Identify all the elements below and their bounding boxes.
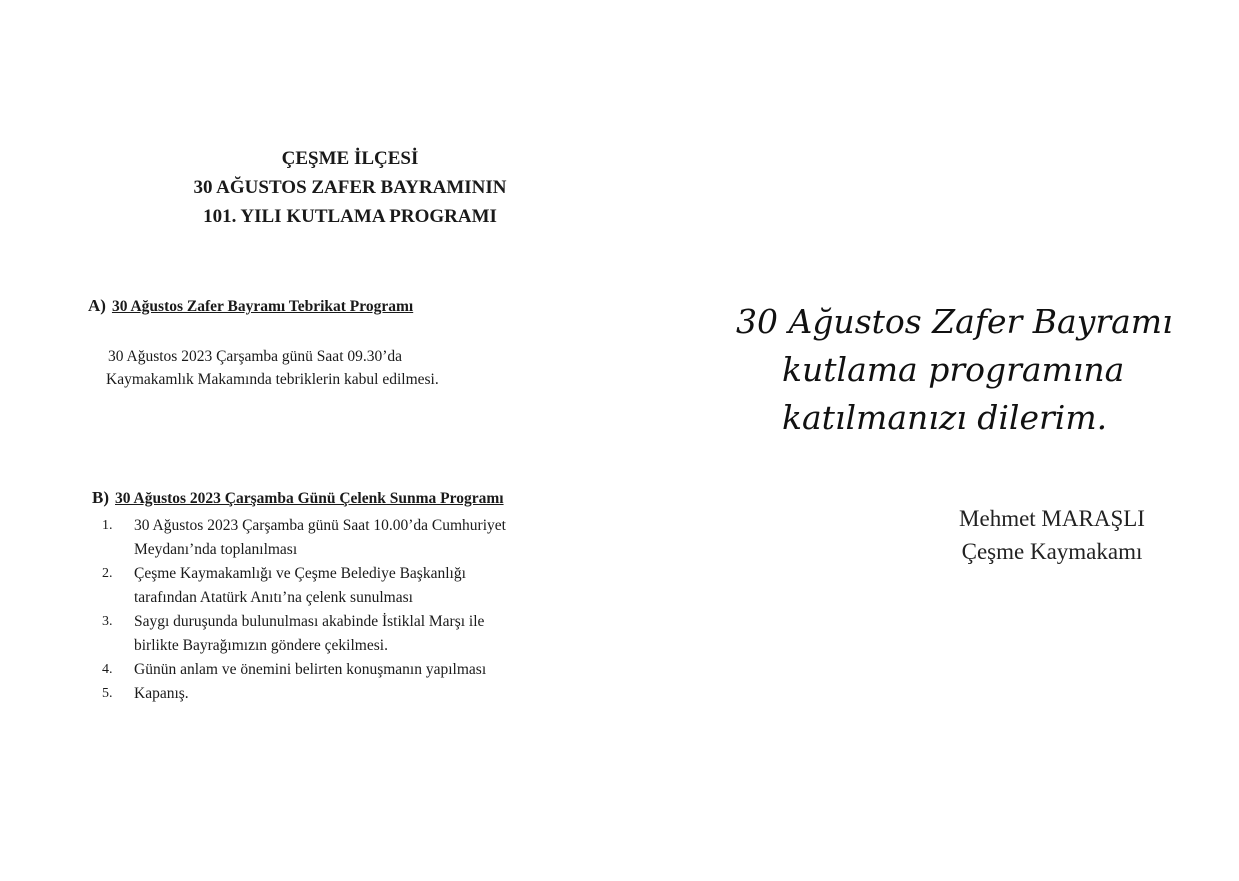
greeting-line-3: katılmanızı dilerim. xyxy=(782,398,1108,437)
section-b-heading xyxy=(92,488,504,508)
title-line-2: 30 AĞUSTOS ZAFER BAYRAMININ xyxy=(193,177,507,198)
list-item-line: tarafından Atatürk Anıtı’na çelenk sunulması xyxy=(134,589,413,606)
list-item-line: Kapanış. xyxy=(134,685,189,702)
greeting-line-2: kutlama programına xyxy=(782,350,1125,389)
list-item xyxy=(102,514,506,562)
list-item-number: 5. xyxy=(102,686,113,701)
list-item-text xyxy=(134,514,506,562)
list-item xyxy=(102,658,506,682)
list-item-line: 30 Ağustos 2023 Çarşamba günü Saat 10.00’da Cumhuriyet xyxy=(134,517,506,534)
list-item-number: 1. xyxy=(102,518,113,533)
section-a-line-2: Kaymakamlık Makamında tebriklerin kabul edilmesi. xyxy=(106,371,439,388)
list-item-text xyxy=(134,610,484,658)
list-item-number: 2. xyxy=(102,566,113,581)
list-item-line: birlikte Bayrağımızın göndere çekilmesi. xyxy=(134,637,388,654)
list-item-line: Saygı duruşunda bulunulması akabinde İstiklal Marşı ile xyxy=(134,613,485,630)
greeting-message xyxy=(720,298,1173,442)
list-item xyxy=(102,610,506,658)
section-a-heading xyxy=(88,296,413,316)
section-b-title: 30 Ağustos 2023 Çarşamba Günü Çelenk Sunma Programı xyxy=(115,490,504,507)
list-item-number: 3. xyxy=(102,614,113,629)
list-item xyxy=(102,682,506,706)
signature-title: Çeşme Kaymakamı xyxy=(961,539,1143,564)
greeting-line-1: 30 Ağustos Zafer Bayramı xyxy=(736,302,1173,341)
list-item-text xyxy=(134,682,189,706)
title-line-3: 101. YILI KUTLAMA PROGRAMI xyxy=(203,206,497,227)
signature-block xyxy=(920,502,1184,568)
page-title xyxy=(90,144,610,231)
section-a-title: 30 Ağustos Zafer Bayramı Tebrikat Programı xyxy=(111,298,414,315)
list-item-line: Çeşme Kaymakamlığı ve Çeşme Belediye Başkanlığı xyxy=(134,565,466,582)
signature-name: Mehmet MARAŞLI xyxy=(959,506,1145,531)
list-item xyxy=(102,562,506,610)
program-list xyxy=(102,514,506,706)
list-item-number: 4. xyxy=(102,662,113,677)
section-b-letter: B) xyxy=(92,488,109,507)
list-item-text xyxy=(134,658,486,682)
section-a-line-1: 30 Ağustos 2023 Çarşamba günü Saat 09.30’da xyxy=(108,348,403,365)
list-item-text xyxy=(134,562,466,610)
list-item-line: Günün anlam ve önemini belirten konuşmanın yapılması xyxy=(134,661,487,678)
title-line-1: ÇEŞME İLÇESİ xyxy=(281,148,419,169)
section-a-letter: A) xyxy=(88,296,106,315)
section-a-body xyxy=(106,345,439,391)
list-item-line: Meydanı’nda toplanılması xyxy=(134,541,298,558)
